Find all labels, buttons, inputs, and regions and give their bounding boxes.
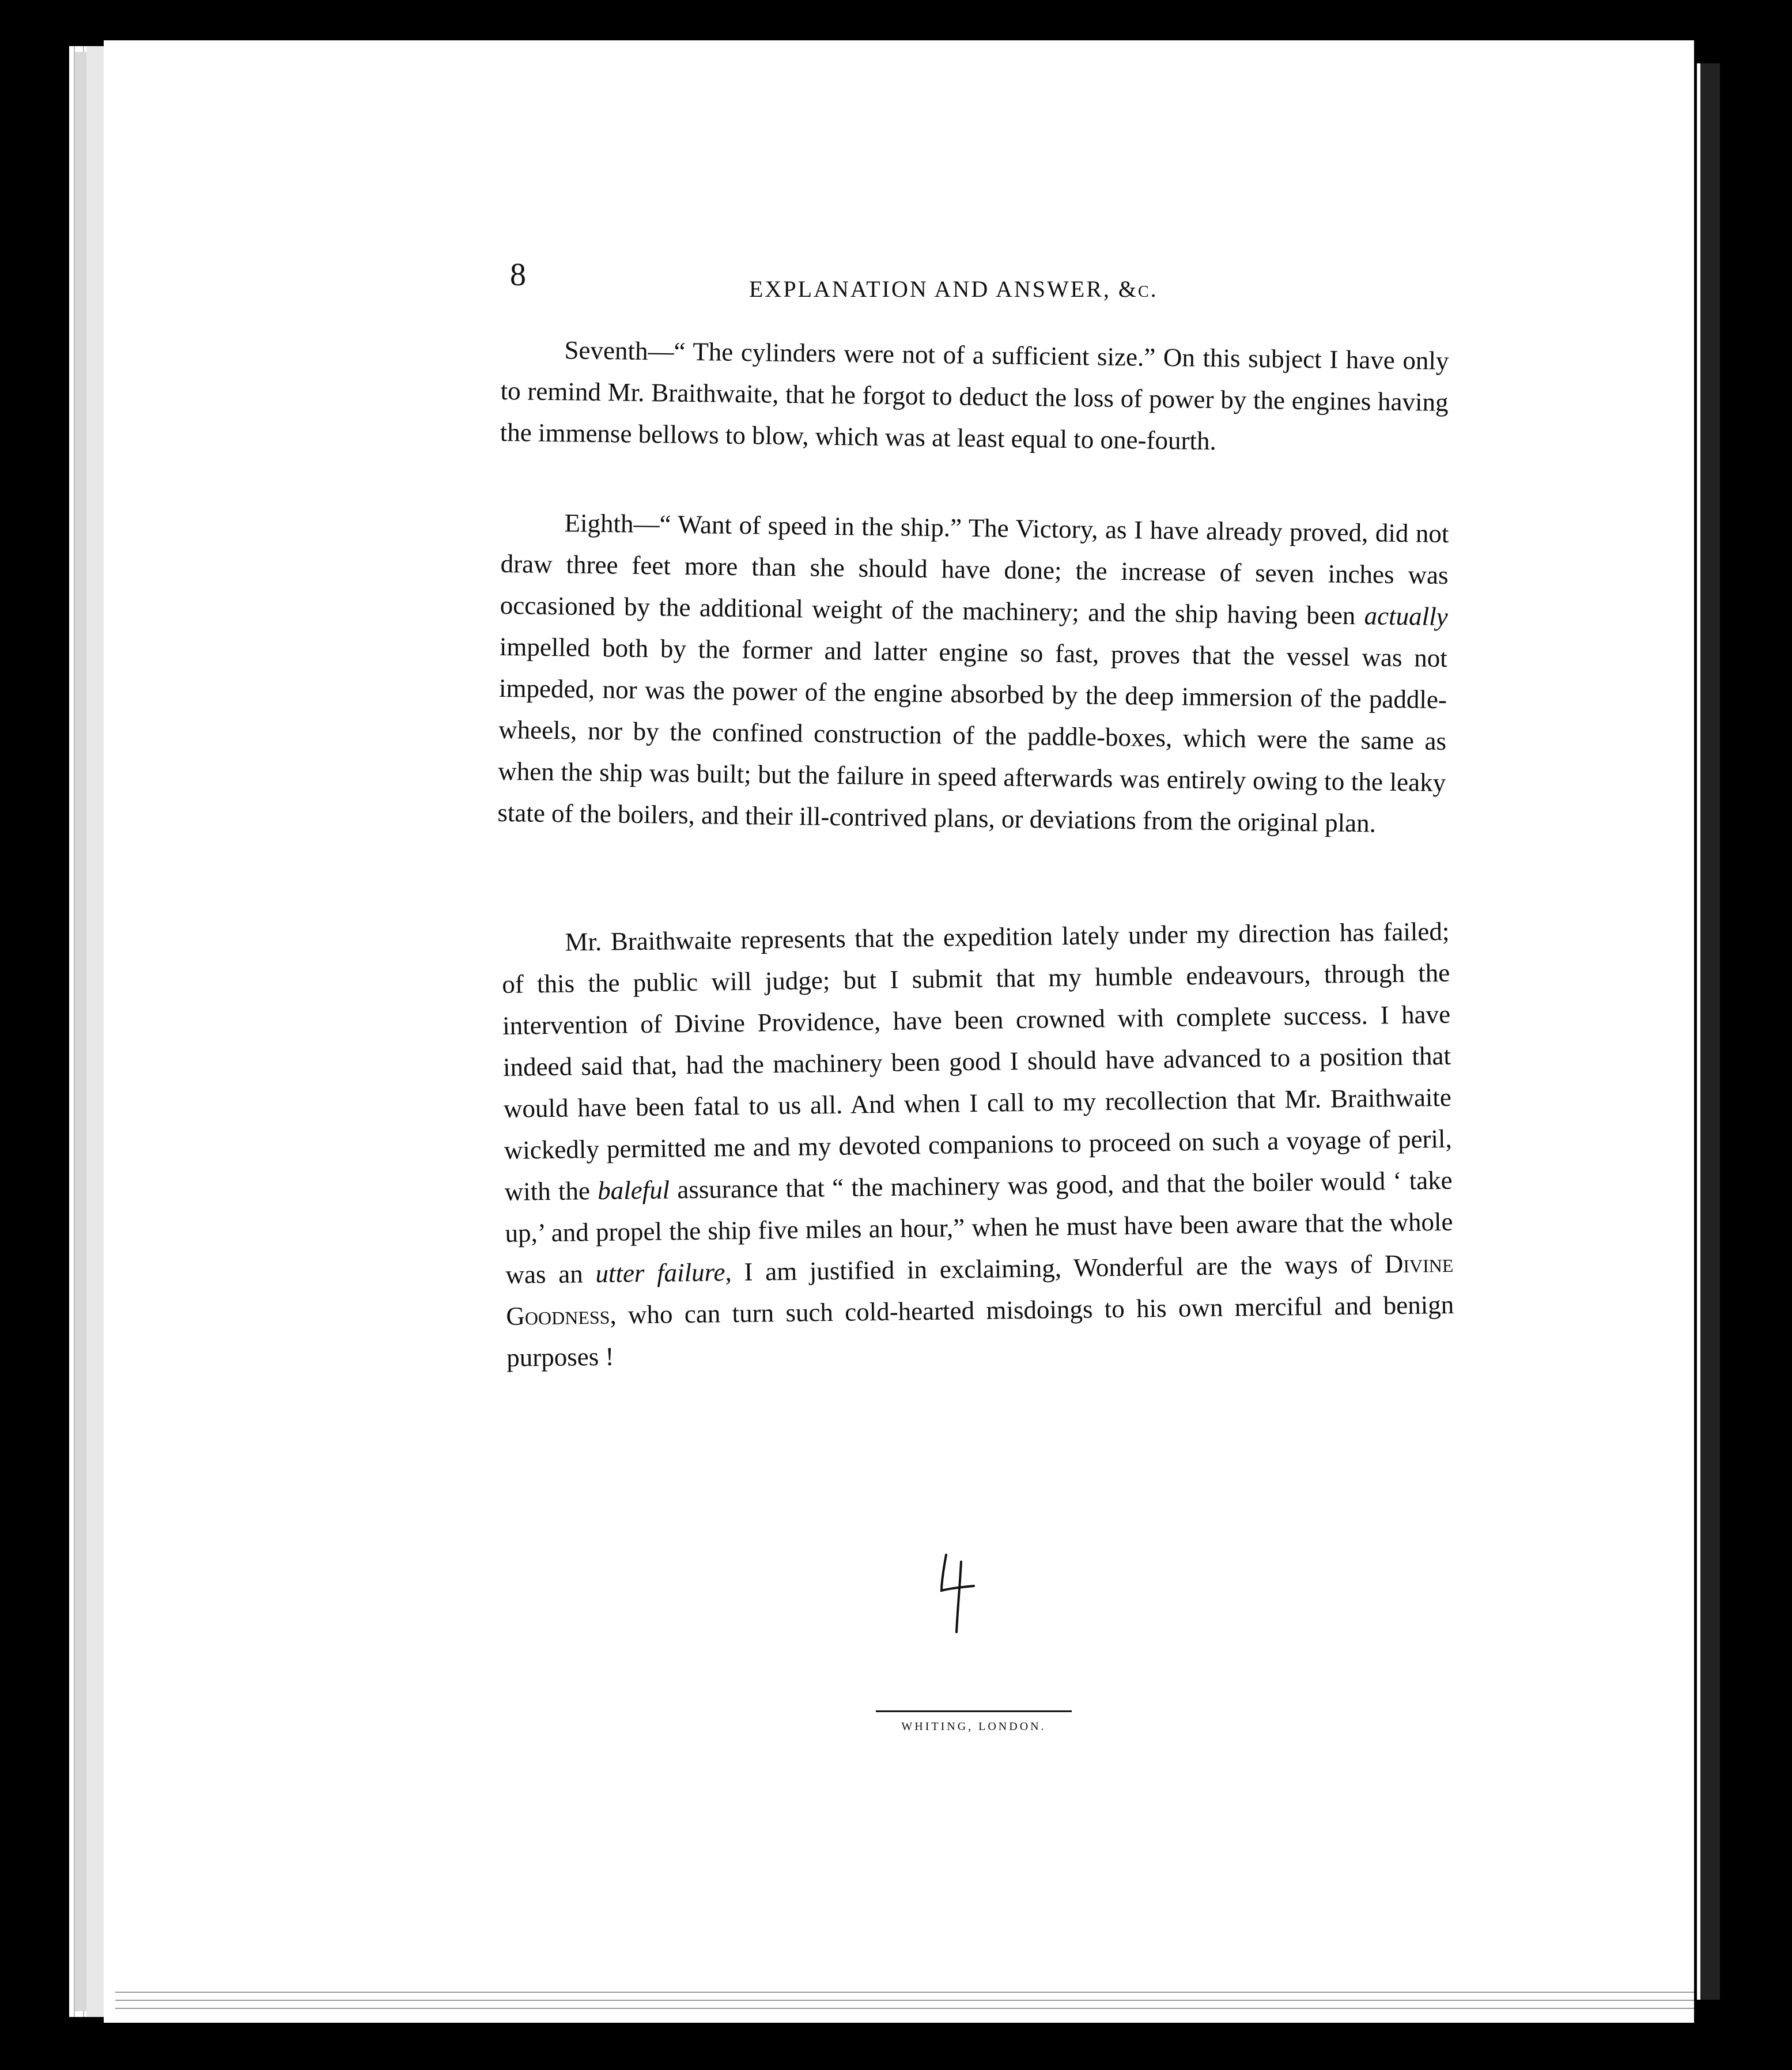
paragraph-text: , I am justified in exclaiming, Wonderful are the ways of	[725, 1249, 1385, 1287]
small-caps-phrase: Divine Goodness	[506, 1248, 1454, 1331]
page-stack-bottom-edge	[115, 1988, 1694, 2011]
paragraph-text: Eighth—“ Want of speed in the ship.” The Victory, as I have already proved, did not draw three feet more than she should have done; the increase of seven inches was occasioned by the additional weight of the machinery; and the ship having been	[500, 508, 1449, 630]
paragraph-eighth	[497, 501, 1449, 845]
paragraph-text: assurance that “ the machinery was good, and that the boiler would ‘ take up,’ and propel the ship five miles an hour,” when he must have been aware that the whole was an	[505, 1165, 1453, 1289]
handwritten-mark	[933, 1550, 980, 1637]
paragraph-text: impelled both by the former and latter engine so fast, proves that the vessel was not impeded, nor was the power of the engine absorbed by the deep immersion of the paddle-wheels, nor by the confined construction of the paddle-boxes, which were the same as when the ship was built; but the failure in speed afterwards was entirely owing to the leaky state of the boilers, and their ill-contrived plans, or deviations from the original plan.	[497, 632, 1448, 838]
printer-imprint: WHITING, LONDON.	[901, 1720, 1046, 1733]
paragraph-text: , who can turn such cold-hearted misdoings to his own merciful and benign purposes !	[506, 1290, 1454, 1372]
italic-word: baleful	[597, 1175, 670, 1205]
italic-word: actually	[1364, 601, 1448, 632]
running-title: EXPLANATION AND ANSWER, &c.	[749, 276, 1158, 302]
page-right-edge	[1697, 63, 1720, 2000]
page-number: 8	[510, 257, 526, 293]
footer-rule	[876, 1710, 1072, 1712]
paragraph-text: Seventh—“ The cylinders were not of a sufficient size.” On this subject I have only to remind Mr. Braithwaite, that he forgot to deduct the loss of power by the engines having the immense bellows to blow, which was at least equal to one-fourth.	[500, 335, 1449, 456]
paragraph-braithwaite	[501, 911, 1455, 1378]
paragraph-text: Mr. Braithwaite represents that the expedition lately under my direction has failed; of this the public will judge; but I submit that my humble endeavours, through the intervention of Divine Providence, have been crowned with complete success. I have indeed said that, had the machinery been good I should have advanced to a position that would have been fatal to us all. And when I call to my recollection that Mr. Braithwaite wickedly permitted me and my devoted companions to proceed on such a voyage of peril, with the	[502, 916, 1453, 1206]
paragraph-seventh	[500, 328, 1449, 464]
italic-phrase: utter failure	[595, 1257, 725, 1289]
